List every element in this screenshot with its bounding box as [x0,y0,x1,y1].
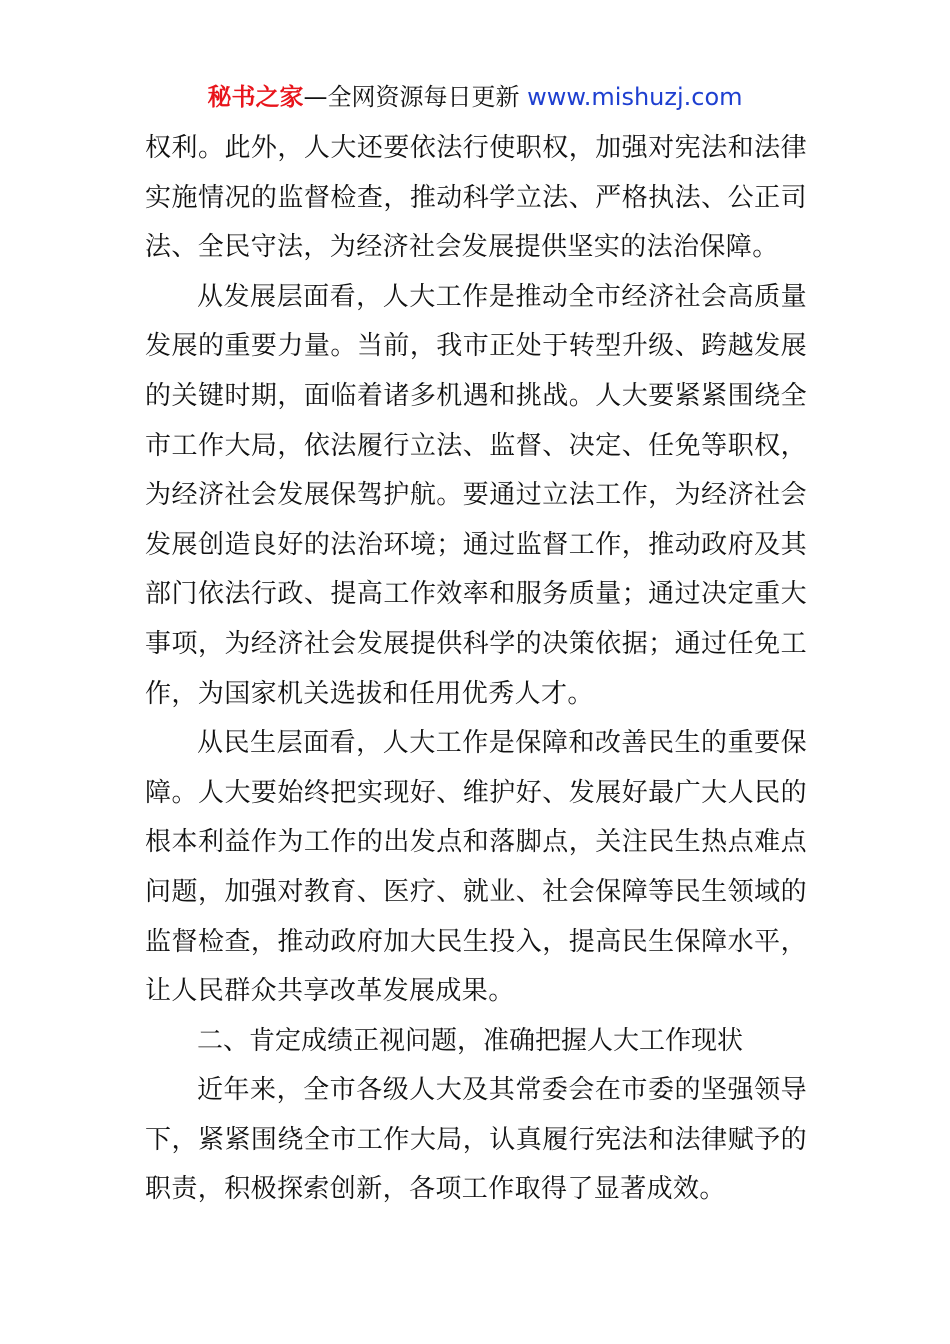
brand-name: 秘书之家 [207,83,304,111]
section-heading-2: 二、肯定成绩正视问题，准确把握人大工作现状 [197,1025,744,1056]
paragraph-livelihood: 从民生层面看，人大工作是保障和改善民生的重要保障。人大要始终把实现好、维护好、发展好最广大人民的根本利益作为工作的出发点和落脚点，关注民生热点难点问题，加强对教育、医疗、就业、社会保障等民生领域的监督检查，推动政府加大民生投入，提高民生保障水平，让人民群众共享改革发展成果。 [145,728,807,1007]
document-body [145,124,807,1215]
page-header [0,80,950,114]
paragraph-continuation: 权利。此外，人大还要依法行使职权，加强对宪法和法律实施情况的监督检查，推动科学立法、严格执法、公正司法、全民守法，为经济社会发展提供坚实的法治保障。 [145,133,807,263]
paragraph-recent-years: 近年来，全市各级人大及其常委会在市委的坚强领导下，紧紧围绕全市工作大局，认真履行宪法和法律赋予的职责，积极探索创新，各项工作取得了显著成效。 [145,1075,807,1205]
paragraph-development: 从发展层面看，人大工作是推动全市经济社会高质量发展的重要力量。当前，我市正处于转型升级、跨越发展的关键时期，面临着诸多机遇和挑战。人大要紧紧围绕全市工作大局，依法履行立法、监督、决定、任免等职权，为经济社会发展保驾护航。要通过立法工作，为经济社会发展创造良好的法治环境；通过监督工作，推动政府及其部门依法行政、提高工作效率和服务质量；通过决定重大事项，为经济社会发展提供科学的决策依据；通过任免工作，为国家机关选拔和任用优秀人才。 [145,281,807,709]
site-url-link[interactable]: www.mishuzj.com [527,83,743,111]
header-tagline: —全网资源每日更新 [303,83,520,111]
